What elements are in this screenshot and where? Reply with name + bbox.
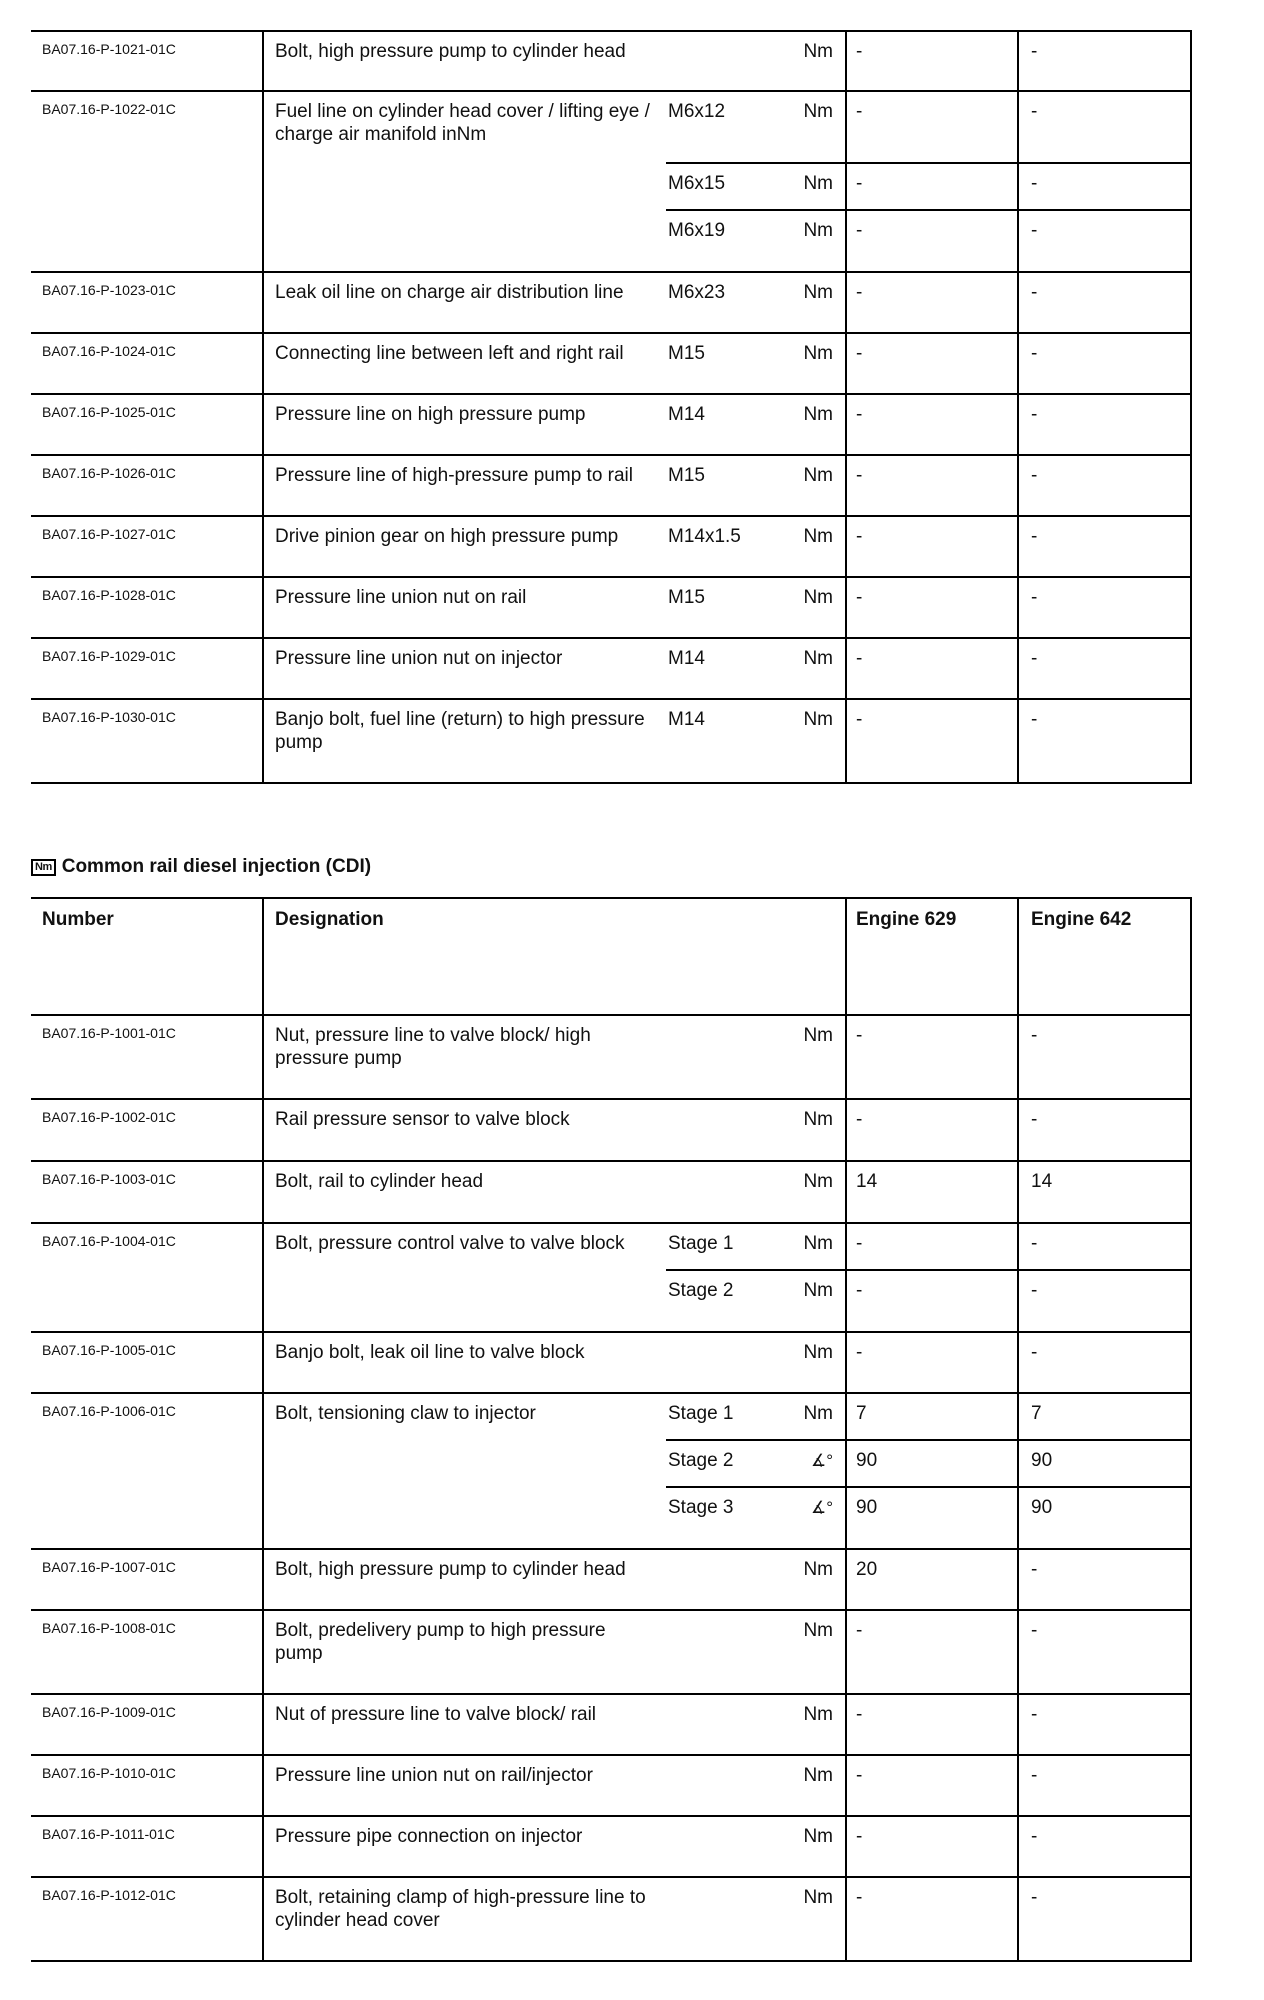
torque-nm-icon: Nm (31, 859, 56, 876)
value-engine-629: - (846, 1755, 1018, 1816)
part-number: BA07.16-P-1022-01C (31, 91, 263, 272)
size-or-stage (666, 1694, 786, 1755)
value-engine-642: - (1018, 1610, 1191, 1694)
size-or-stage (666, 1015, 786, 1099)
designation: Bolt, high pressure pump to cylinder head (263, 1549, 666, 1610)
part-number: BA07.16-P-1024-01C (31, 333, 263, 394)
designation: Drive pinion gear on high pressure pump (263, 516, 666, 577)
value-engine-642: - (1018, 1270, 1191, 1332)
unit: Nm (786, 1694, 846, 1755)
size-or-stage: M15 (666, 455, 786, 516)
value-engine-629: - (846, 1877, 1018, 1961)
unit: Nm (786, 1877, 846, 1961)
value-engine-642: - (1018, 163, 1191, 210)
designation: Pressure line on high pressure pump (263, 394, 666, 455)
table-row (31, 1099, 1191, 1161)
table-row (31, 394, 1191, 455)
section-title-text: Common rail diesel injection (CDI) (61, 856, 372, 877)
value-engine-642: - (1018, 333, 1191, 394)
unit: Nm (786, 333, 846, 394)
unit: Nm (786, 455, 846, 516)
value-engine-642: - (1018, 577, 1191, 638)
value-engine-629: - (846, 1223, 1018, 1270)
value-engine-642: - (1018, 1816, 1191, 1877)
value-engine-642: - (1018, 91, 1191, 163)
unit: Nm (786, 31, 846, 91)
designation: Bolt, predelivery pump to high pressure pump (263, 1610, 666, 1694)
designation: Pressure line of high-pressure pump to rail (263, 455, 666, 516)
table-row (31, 638, 1191, 699)
value-engine-642: - (1018, 1694, 1191, 1755)
designation: Nut, pressure line to valve block/ high pressure pump (263, 1015, 666, 1099)
value-engine-642: - (1018, 1099, 1191, 1161)
value-engine-629: - (846, 516, 1018, 577)
table-header-row (31, 898, 1191, 1015)
table-row (31, 577, 1191, 638)
unit: Nm (786, 1755, 846, 1816)
value-engine-629: 7 (846, 1393, 1018, 1440)
size-or-stage (666, 1755, 786, 1816)
angle-unit-icon: ∡° (786, 1440, 846, 1487)
part-number: BA07.16-P-1007-01C (31, 1549, 263, 1610)
value-engine-629: 20 (846, 1549, 1018, 1610)
size-or-stage: Stage 2 (666, 1270, 786, 1332)
table-row (31, 1816, 1191, 1877)
size-or-stage (666, 1549, 786, 1610)
table-row (31, 1393, 1191, 1440)
part-number: BA07.16-P-1012-01C (31, 1877, 263, 1961)
value-engine-642: - (1018, 31, 1191, 91)
table-row (31, 1877, 1191, 1961)
value-engine-642: 14 (1018, 1161, 1191, 1223)
angle-unit-icon: ∡° (786, 1487, 846, 1549)
value-engine-629: - (846, 1610, 1018, 1694)
unit: Nm (786, 1393, 846, 1440)
value-engine-642: - (1018, 272, 1191, 333)
value-engine-629: 14 (846, 1161, 1018, 1223)
table-row (31, 272, 1191, 333)
table-row (31, 455, 1191, 516)
value-engine-629: - (846, 272, 1018, 333)
value-engine-629: - (846, 163, 1018, 210)
size-or-stage: M15 (666, 577, 786, 638)
value-engine-642: 7 (1018, 1393, 1191, 1440)
part-number: BA07.16-P-1009-01C (31, 1694, 263, 1755)
unit: Nm (786, 516, 846, 577)
unit: Nm (786, 1332, 846, 1393)
section-title (31, 856, 371, 878)
value-engine-629: - (846, 1332, 1018, 1393)
part-number: BA07.16-P-1029-01C (31, 638, 263, 699)
value-engine-629: - (846, 699, 1018, 783)
unit: Nm (786, 1099, 846, 1161)
value-engine-629: 90 (846, 1487, 1018, 1549)
designation: Pressure pipe connection on injector (263, 1816, 666, 1877)
value-engine-642: - (1018, 1755, 1191, 1816)
cdi-torque-table (31, 897, 1192, 1962)
size-or-stage: Stage 1 (666, 1393, 786, 1440)
part-number: BA07.16-P-1027-01C (31, 516, 263, 577)
unit: Nm (786, 91, 846, 163)
part-number: BA07.16-P-1004-01C (31, 1223, 263, 1332)
unit: Nm (786, 577, 846, 638)
part-number: BA07.16-P-1003-01C (31, 1161, 263, 1223)
unit: Nm (786, 394, 846, 455)
size-or-stage (666, 31, 786, 91)
value-engine-642: - (1018, 1332, 1191, 1393)
unit: Nm (786, 1610, 846, 1694)
value-engine-629: - (846, 1015, 1018, 1099)
part-number: BA07.16-P-1006-01C (31, 1393, 263, 1549)
part-number: BA07.16-P-1010-01C (31, 1755, 263, 1816)
value-engine-642: - (1018, 394, 1191, 455)
table-row (31, 1694, 1191, 1755)
designation: Rail pressure sensor to valve block (263, 1099, 666, 1161)
header-engine-629: Engine 629 (846, 898, 1018, 1015)
value-engine-642: - (1018, 210, 1191, 272)
unit: Nm (786, 699, 846, 783)
designation: Bolt, rail to cylinder head (263, 1161, 666, 1223)
value-engine-629: - (846, 31, 1018, 91)
value-engine-629: - (846, 394, 1018, 455)
value-engine-629: - (846, 1816, 1018, 1877)
value-engine-642: - (1018, 1877, 1191, 1961)
part-number: BA07.16-P-1002-01C (31, 1099, 263, 1161)
value-engine-629: - (846, 638, 1018, 699)
unit: Nm (786, 1015, 846, 1099)
part-number: BA07.16-P-1008-01C (31, 1610, 263, 1694)
unit: Nm (786, 163, 846, 210)
unit: Nm (786, 1549, 846, 1610)
designation: Pressure line union nut on injector (263, 638, 666, 699)
table-row (31, 1332, 1191, 1393)
table-row (31, 1610, 1191, 1694)
size-or-stage: M6x23 (666, 272, 786, 333)
unit: Nm (786, 272, 846, 333)
header-number: Number (31, 898, 263, 1015)
size-or-stage (666, 1877, 786, 1961)
designation: Bolt, tensioning claw to injector (263, 1393, 666, 1549)
unit: Nm (786, 210, 846, 272)
value-engine-642: 90 (1018, 1440, 1191, 1487)
table-row (31, 1223, 1191, 1270)
table-row (31, 699, 1191, 783)
value-engine-642: - (1018, 1549, 1191, 1610)
designation: Connecting line between left and right rail (263, 333, 666, 394)
table-row (31, 1755, 1191, 1816)
size-or-stage: Stage 3 (666, 1487, 786, 1549)
part-number: BA07.16-P-1026-01C (31, 455, 263, 516)
value-engine-629: - (846, 1694, 1018, 1755)
value-engine-642: - (1018, 638, 1191, 699)
size-or-stage: M6x15 (666, 163, 786, 210)
part-number: BA07.16-P-1028-01C (31, 577, 263, 638)
designation: Fuel line on cylinder head cover / lifting eye / charge air manifold inNm (263, 91, 666, 272)
header-designation: Designation (263, 898, 846, 1015)
designation: Bolt, retaining clamp of high-pressure line to cylinder head cover (263, 1877, 666, 1961)
value-engine-629: - (846, 455, 1018, 516)
value-engine-642: - (1018, 455, 1191, 516)
designation: Bolt, high pressure pump to cylinder head (263, 31, 666, 91)
unit: Nm (786, 1270, 846, 1332)
size-or-stage (666, 1816, 786, 1877)
table-row (31, 31, 1191, 91)
value-engine-642: - (1018, 1223, 1191, 1270)
part-number: BA07.16-P-1030-01C (31, 699, 263, 783)
value-engine-629: - (846, 1270, 1018, 1332)
designation: Pressure line union nut on rail/injector (263, 1755, 666, 1816)
size-or-stage (666, 1161, 786, 1223)
unit: Nm (786, 1223, 846, 1270)
size-or-stage: M6x19 (666, 210, 786, 272)
value-engine-629: - (846, 333, 1018, 394)
torque-table-continued (31, 30, 1192, 784)
size-or-stage: Stage 2 (666, 1440, 786, 1487)
table-row (31, 91, 1191, 163)
part-number: BA07.16-P-1021-01C (31, 31, 263, 91)
unit: Nm (786, 638, 846, 699)
table-row (31, 1015, 1191, 1099)
value-engine-642: - (1018, 516, 1191, 577)
value-engine-629: - (846, 577, 1018, 638)
size-or-stage: M14 (666, 699, 786, 783)
designation: Bolt, pressure control valve to valve block (263, 1223, 666, 1332)
designation: Banjo bolt, fuel line (return) to high pressure pump (263, 699, 666, 783)
size-or-stage (666, 1099, 786, 1161)
unit: Nm (786, 1161, 846, 1223)
value-engine-642: 90 (1018, 1487, 1191, 1549)
value-engine-629: 90 (846, 1440, 1018, 1487)
part-number: BA07.16-P-1023-01C (31, 272, 263, 333)
part-number: BA07.16-P-1001-01C (31, 1015, 263, 1099)
part-number: BA07.16-P-1025-01C (31, 394, 263, 455)
value-engine-642: - (1018, 699, 1191, 783)
unit: Nm (786, 1816, 846, 1877)
size-or-stage: M14 (666, 638, 786, 699)
size-or-stage (666, 1610, 786, 1694)
size-or-stage: Stage 1 (666, 1223, 786, 1270)
table-row (31, 516, 1191, 577)
part-number: BA07.16-P-1005-01C (31, 1332, 263, 1393)
size-or-stage: M6x12 (666, 91, 786, 163)
table-row (31, 333, 1191, 394)
size-or-stage: M14x1.5 (666, 516, 786, 577)
part-number: BA07.16-P-1011-01C (31, 1816, 263, 1877)
table-row (31, 1161, 1191, 1223)
value-engine-629: - (846, 91, 1018, 163)
size-or-stage: M14 (666, 394, 786, 455)
designation: Banjo bolt, leak oil line to valve block (263, 1332, 666, 1393)
value-engine-629: - (846, 210, 1018, 272)
size-or-stage: M15 (666, 333, 786, 394)
value-engine-629: - (846, 1099, 1018, 1161)
table-row (31, 1549, 1191, 1610)
value-engine-642: - (1018, 1015, 1191, 1099)
size-or-stage (666, 1332, 786, 1393)
designation: Pressure line union nut on rail (263, 577, 666, 638)
designation: Nut of pressure line to valve block/ rail (263, 1694, 666, 1755)
designation: Leak oil line on charge air distribution line (263, 272, 666, 333)
header-engine-642: Engine 642 (1018, 898, 1191, 1015)
